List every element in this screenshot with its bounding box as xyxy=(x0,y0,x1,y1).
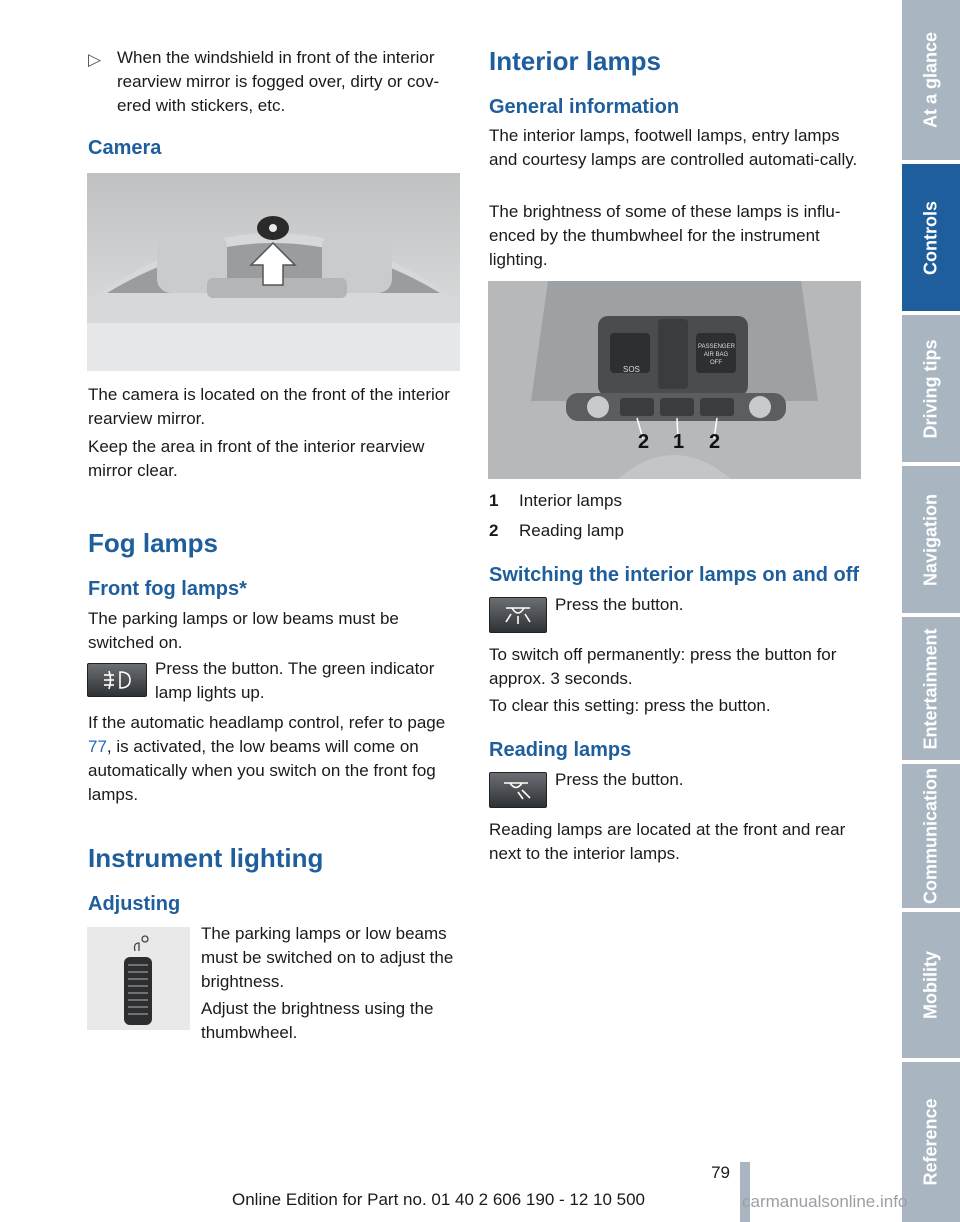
legend-item xyxy=(489,519,498,543)
bullet-text: When the windshield in front of the interior rearview mirror is fogged over, dirty or cov-ered with stickers, etc. xyxy=(117,48,440,115)
front-fog-paragraph-2: Press the button. The green indicator lamp lights up. xyxy=(155,659,435,702)
tab-navigation[interactable] xyxy=(902,466,960,613)
front-fog-paragraph-1: The parking lamps or low beams must be switched on. xyxy=(88,609,399,652)
bullet-symbol: ▷ xyxy=(88,50,102,69)
general-paragraph-1: The interior lamps, footwell lamps, entry lamps and courtesy lamps are controlled automati-cally. xyxy=(489,126,858,169)
camera-paragraph-1: The camera is located on the front of the interior rearview mirror. xyxy=(88,385,450,428)
tab-driving-tips-label: Driving tips xyxy=(920,338,941,439)
tab-communication-label: Communication xyxy=(920,767,941,905)
tab-navigation-label: Navigation xyxy=(920,493,941,586)
reading-lamp-button-icon xyxy=(489,772,547,808)
interior-lamp-button-icon xyxy=(489,597,547,633)
console-callout-2-left: 2 xyxy=(638,431,650,453)
thumbwheel-image xyxy=(87,927,190,1030)
tab-mobility-label: Mobility xyxy=(920,951,941,1019)
interior-lamps-heading: Interior lamps xyxy=(489,46,661,76)
tab-controls-label: Controls xyxy=(920,200,941,275)
tab-driving-tips[interactable] xyxy=(902,315,960,462)
page-77-link[interactable]: 77 xyxy=(88,737,107,756)
legend-item xyxy=(489,489,498,513)
adjusting-paragraph-1: The parking lamps or low beams must be switched on to adjust the brightness. xyxy=(201,924,454,991)
tab-entertainment[interactable] xyxy=(902,617,960,760)
legend-number: 1 xyxy=(489,491,499,510)
instrument-lighting-heading: Instrument lighting xyxy=(88,843,324,873)
switching-paragraph-2: To switch off permanently: press the button for approx. 3 seconds. xyxy=(489,645,837,688)
switching-paragraph-1: Press the button. xyxy=(555,595,684,614)
reading-paragraph-1: Press the button. xyxy=(555,770,684,789)
legend-number: 2 xyxy=(489,521,499,540)
tab-reference-label: Reference xyxy=(920,1098,941,1186)
page-number: 79 xyxy=(711,1163,730,1182)
tab-communication[interactable] xyxy=(902,764,960,908)
front-fog-p3-start: If the automatic headlamp control, refer to page xyxy=(88,713,446,732)
tab-controls[interactable] xyxy=(902,164,960,311)
fog-lamp-button-icon xyxy=(87,663,147,697)
general-paragraph-2: The brightness of some of these lamps is influ-enced by the thumbwheel for the instrument lighting. xyxy=(489,202,841,269)
tab-entertainment-label: Entertainment xyxy=(920,627,941,750)
tab-reference[interactable] xyxy=(902,1062,960,1222)
console-callout-2-right: 2 xyxy=(709,431,721,453)
edition-line: Online Edition for Part no. 01 40 2 606 190 - 12 10 500 xyxy=(232,1190,646,1209)
camera-photo xyxy=(87,173,460,371)
tab-at-a-glance[interactable] xyxy=(902,0,960,160)
camera-heading: Camera xyxy=(88,137,162,159)
camera-paragraph-2: Keep the area in front of the interior rearview mirror clear. xyxy=(88,437,425,480)
switching-paragraph-3: To clear this setting: press the button. xyxy=(489,696,771,715)
legend-label: Interior lamps xyxy=(519,491,622,510)
front-fog-paragraph-3 xyxy=(88,711,463,807)
watermark: carmanualsonline.info xyxy=(742,1192,908,1211)
adjusting-paragraph-2: Adjust the brightness using the thumbwheel. xyxy=(201,999,434,1042)
console-sos-label: SOS xyxy=(623,365,640,374)
front-fog-heading: Front fog lamps* xyxy=(88,578,247,600)
front-fog-p3-end: , is activated, the low beams will come on automatically when you switch on the front fog lamps. xyxy=(88,737,436,804)
overhead-console-photo xyxy=(488,281,861,479)
switching-heading: Switching the interior lamps on and off xyxy=(489,564,860,586)
fog-lamps-heading: Fog lamps xyxy=(88,528,219,558)
general-information-heading: General information xyxy=(489,96,680,118)
adjusting-heading: Adjusting xyxy=(88,893,181,915)
tab-mobility[interactable] xyxy=(902,912,960,1058)
console-callout-1: 1 xyxy=(673,431,685,453)
reading-lamps-heading: Reading lamps xyxy=(489,739,632,761)
console-passenger-airbag-label: PASSENGER AIR BAG OFF xyxy=(698,344,735,366)
tab-at-a-glance-label: At a glance xyxy=(920,31,941,129)
legend-label: Reading lamp xyxy=(519,521,624,540)
reading-paragraph-2: Reading lamps are located at the front and rear next to the interior lamps. xyxy=(489,820,846,863)
